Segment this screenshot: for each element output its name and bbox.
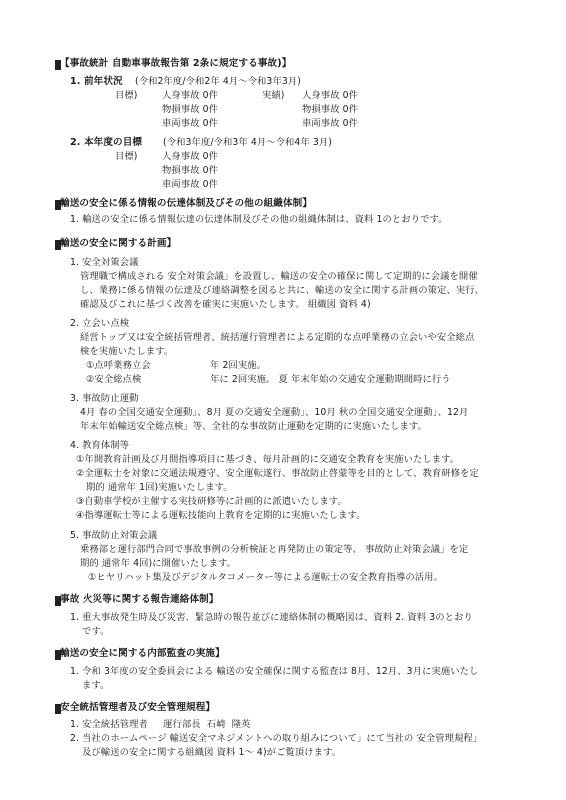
plan4-line: ①年間教育計画及び月間指導項目に基づき、毎月計画的に交通安全教育を実施いたします。 [76,454,460,465]
prev-year-period: (令和2年度/令和2年 4月～令和3年3月) [135,76,301,87]
section-heading-safety-manager: 安全統括管理者及び安全管理規程】 [60,702,216,713]
this-year-title: 2. 本年度の目標 [70,137,143,148]
info-system-line: 1. 輸送の安全に係る情報伝達の伝達体制及びその他の組織体制は、資料 1のとおりです。 [70,214,448,225]
plan5-line: 期的 通常年 4回)に開催いたします。 [80,558,237,569]
plan5-title: 5. 事故防止対策会議 [70,530,158,541]
plan4-line: 期的 通常年 1回)実施いたします。 [86,482,233,493]
plan1-line: 管理職で構成される 安全対策会議」を設置し、輸送の安全の確保に関して定期的に会議を開催 [80,271,478,282]
plan1-line: し、業務に係る情報の伝達及び連絡調整を図ると共に、輸送の安全に関する計画の策定、実行、 [80,285,485,296]
plan3-line: 4月 春の全国交通安全運動」、8月 夏の交通安全運動」、10月 秋の全国交通安全運動」、12月 [80,407,469,418]
plan3-line: 年末年始輸送安全総点検」等、全社的な事故防止運動を定期的に実施いたします。 [80,421,427,432]
this-target-label: 目標) [115,151,138,162]
prev-target-personal: 人身事故 0件 [162,90,219,101]
prev-actual-vehicle: 車両事故 0件 [302,118,359,129]
section-heading-info-system: 輸送の安全に係る情報の伝達体制及びその他の組織体制】 [60,198,313,209]
section-heading-safety-plan: 輸送の安全に関する計画】 [60,238,177,249]
internal-audit-line: 1. 令和 3年度の安全委員会による 輸送の安全確保に関する監査は 8月、12月、3月に実施いたし [70,666,479,677]
safety-manager-line: 1. 安全統括管理者 運行部長 石崎 隆英 [70,719,251,730]
plan2-item-value: 年 2回実施。 [210,360,267,371]
prev-year-title: 1. 前年状況 [70,76,123,87]
plan4-title: 4. 教育体制等 [70,440,130,451]
this-target-personal: 人身事故 0件 [162,151,219,162]
prev-actual-personal: 人身事故 0件 [302,90,359,101]
prev-actual-property: 物損事故 0件 [302,104,359,115]
safety-manager-line: 2. 当社のホームページ 輸送安全マネジメントへの取り組みについて」にて当社の 安全管理規程」 [70,733,483,744]
section-heading-internal-audit: 輸送の安全に関する内部監査の実施】 [60,648,225,659]
prev-target-label: 目標) [115,90,138,101]
plan2-title: 2. 立会い点検 [70,318,130,329]
section-heading-accident-stats: 【事故統計 自動車事故報告第 2条に規定する事故)】 [60,58,292,69]
plan5-line: 乗務部と運行部門合同で事故事例の分析検証と再発防止の策定等、 事故防止対策会議」を定 [80,544,469,555]
plan2-line: 経営トップ又は安全統括管理者、統括運行管理者による定期的な点呼業務の立会いや安全総点 [80,332,475,343]
safety-manager-line: 及び輸送の安全に関する組織図 資料 1～ 4)がご覧頂けます。 [82,747,342,758]
internal-audit-line: ます。 [82,680,110,691]
section-heading-accident-report: 事故 火災等に関する報告連絡体制】 [60,594,219,605]
plan2-item-value: 年に 2回実施。 夏 年末年始の交通安全運動期間時に行う [210,374,451,385]
prev-target-property: 物損事故 0件 [162,104,219,115]
plan2-item-label: ①点呼業務立会 [86,360,151,371]
accident-report-line: です。 [82,626,110,637]
prev-target-vehicle: 車両事故 0件 [162,118,219,129]
plan4-line: ④指導運転士等による運転技能向上教育を定期的に実施いたします。 [76,510,366,521]
this-target-property: 物損事故 0件 [162,165,219,176]
plan2-line: 検を実施いたします。 [80,346,174,357]
this-target-vehicle: 車両事故 0件 [162,179,219,190]
this-year-period: (令和3年度/令和3年 4月～令和4年 3月) [163,137,333,148]
plan4-line: ③自動車学校が主催する実技研修等に計画的に派遣いたします。 [76,496,347,507]
plan5-line: ①ヒヤリハット集及びデジタルタコメーター等による運転士の安全教育指導の活用。 [88,572,443,583]
plan1-title: 1. 安全対策会議 [70,257,139,268]
accident-report-line: 1. 重大事故発生時及び災害、緊急時の報告並びに連絡体制の概略図は、資料 2. 資料 3のとおり [70,612,473,623]
plan3-title: 3. 事故防止運動 [70,393,139,404]
plan4-line: ②全運転士を対象に交通法規遵守、安全運転遂行、事故防止啓蒙等を目的として、教育研修を定 [76,468,479,479]
prev-actual-label: 実績) [262,90,285,101]
plan1-line: 確認及びこれに基づく改善を確実に実施いたします。 組織図 資料 4) [80,299,371,310]
plan2-item-label: ②安全総点検 [86,374,142,385]
